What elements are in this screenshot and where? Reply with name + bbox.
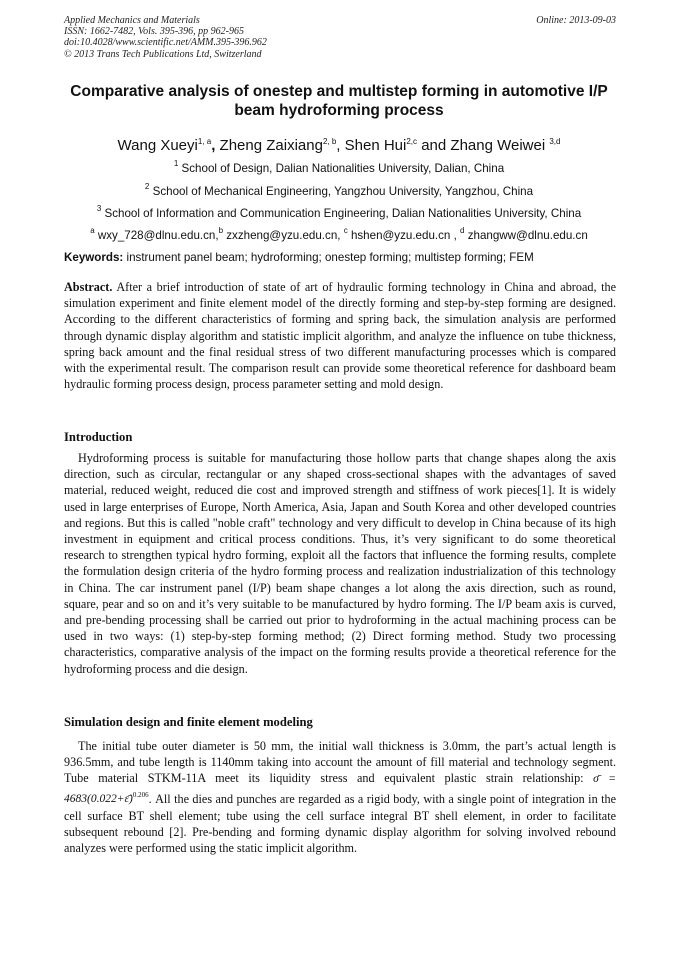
journal-name: Applied Mechanics and Materials [64,15,200,26]
affiliation-text: School of Design, Dalian Nationalities University, Dalian, China [178,162,505,175]
author-list [40,132,638,156]
author-name: Shen Hui [344,137,407,154]
author-marker: 2, b [322,137,337,146]
abstract-text: After a brief introduction of state of art of hydraulic forming technology in China and abroad, the simulation experiment and finite element model of the directly forming and step-by-step forming are designed. According to the different characteristics of forming and spring back, the simulation analysis are performed through dynamic display algorithm and statistic implicit algorithm, and analyze the influence on tube thickness, spring back amount and the final residual stress of two different manufacturing processes which is compared with the experimental result. The comparison result can provide some theoretical reference for dashboard beam hydraulic forming process design, process parameter setting and mold design. [64,280,616,392]
affiliation-2 [40,180,638,199]
affiliation-3 [40,202,638,221]
abstract [64,279,616,392]
keywords [64,251,616,265]
author-separator: , [336,137,345,154]
formula-exponent: 0.206 [132,791,149,800]
author-separator: , [211,137,220,154]
affiliation-1 [40,157,638,176]
keywords-label: Keywords: [64,251,124,264]
journal-header [64,15,616,60]
email-marker: a [90,226,95,235]
affiliation-marker: 2 [144,182,150,191]
journal-doi: doi:10.4028/www.scientific.net/AMM.395-396.962 [64,37,267,49]
abstract-label: Abstract. [64,280,113,294]
simulation-text-1: The initial tube outer diameter is 50 mm, the initial wall thickness is 3.0mm, the part’s actual length is 936.5mm, and tube length is 1140mm taking into account the amount of fill material and technology segment. Tube material STKM-11A meet its liquidity stress and equivalent plastic strain relationship: [64,739,616,786]
author-separator: and [417,137,451,154]
author-marker: 2,c [406,137,418,146]
journal-copyright: © 2013 Trans Tech Publications Ltd, Switzerland [64,48,262,60]
simulation-paragraph [64,738,616,856]
simulation-text-2: . All the dies and punches are regarded as a rigid body, with a single point of integration in the cell surface BT shell element; tube using the cell surface integral BT shell element, in order to facilitate subsequent rebound [2]. Pre-bending and forming dynamic display algorithm for solving involved rebound analyzes were performed using the static implicit algorithm. [64,791,616,856]
author-marker: 3,d [549,137,561,146]
email-marker: b [218,226,224,235]
journal-issn: ISSN: 1662-7482, Vols. 395-396, pp 962-965 [64,26,244,38]
introduction-paragraph: Hydroforming process is suitable for manufacturing those hollow parts that change shapes along the axis direction, such as circular, rectangular or any shaped cross-sectional shapes with the advantages of saved material, reduced weight, reduced die cost and improved strength and stiffness of work pieces[1]. It is widely used in large enterprises of Europe, North America, Asia, Japan and South Korea and other developed countries and regions. But this is called "noble craft" technology and very difficult to develop in China because of its high investment in equipment and critical process conditions. Thus, it’s very significant to do some theoretical research to strengthen typical hydro forming, exploit all the factors that influence the forming results, complete the formulation design criteria of the hydro forming process and realization industrialization of this technology in China. The car instrument panel (I/P) beam shape changes a lot along the axis direction, such as round, square, pear and so on and it’s very suitable to be manufactured by hydro forming. The I/P beam axis is curved, and pre-bending processing shall be carried out prior to hydroforming in the actual machining process can be used in two ways: (1) step-by-step forming method; (2) Direct forming method. Study two processing characteristics, comparative analysis of the impact on the forming results provide a theoretical reference for the hydroforming process and die design. [64,451,616,676]
email: zhangww@dlnu.edu.cn [464,229,588,242]
author-name: Zheng Zaixiang [219,137,323,154]
email-marker: c [343,226,348,235]
introduction-heading: Introduction [64,430,133,444]
affiliation-marker: 1 [173,159,179,168]
online-date: Online: 2013-09-03 [536,15,616,26]
paper-title: Comparative analysis of onestep and multistep forming in automotive I/P beam hydroforming process [70,83,608,119]
simulation-heading: Simulation design and finite element modeling [64,715,313,729]
email-list [40,224,638,243]
email: hshen@yzu.edu.cn , [347,229,461,242]
affiliation-text: School of Mechanical Engineering, Yangzhou University, Yangzhou, China [149,185,534,198]
author-name: Wang Xueyi [117,137,198,154]
email: wxy_728@dlnu.edu.cn, [94,229,219,242]
email-marker: d [460,226,465,235]
author-name: Zhang Weiwei [450,137,550,154]
formula-body: σ̄ = 4683(0.022+ε̄) [64,773,616,806]
keywords-text: instrument panel beam; hydroforming; onestep forming; multistep forming; FEM [123,251,534,264]
email: zxzheng@yzu.edu.cn, [223,229,344,242]
affiliation-marker: 3 [96,204,102,213]
affiliation-text: School of Information and Communication Engineering, Dalian Nationalities University, China [101,207,582,220]
author-marker: 1, a [197,137,212,146]
